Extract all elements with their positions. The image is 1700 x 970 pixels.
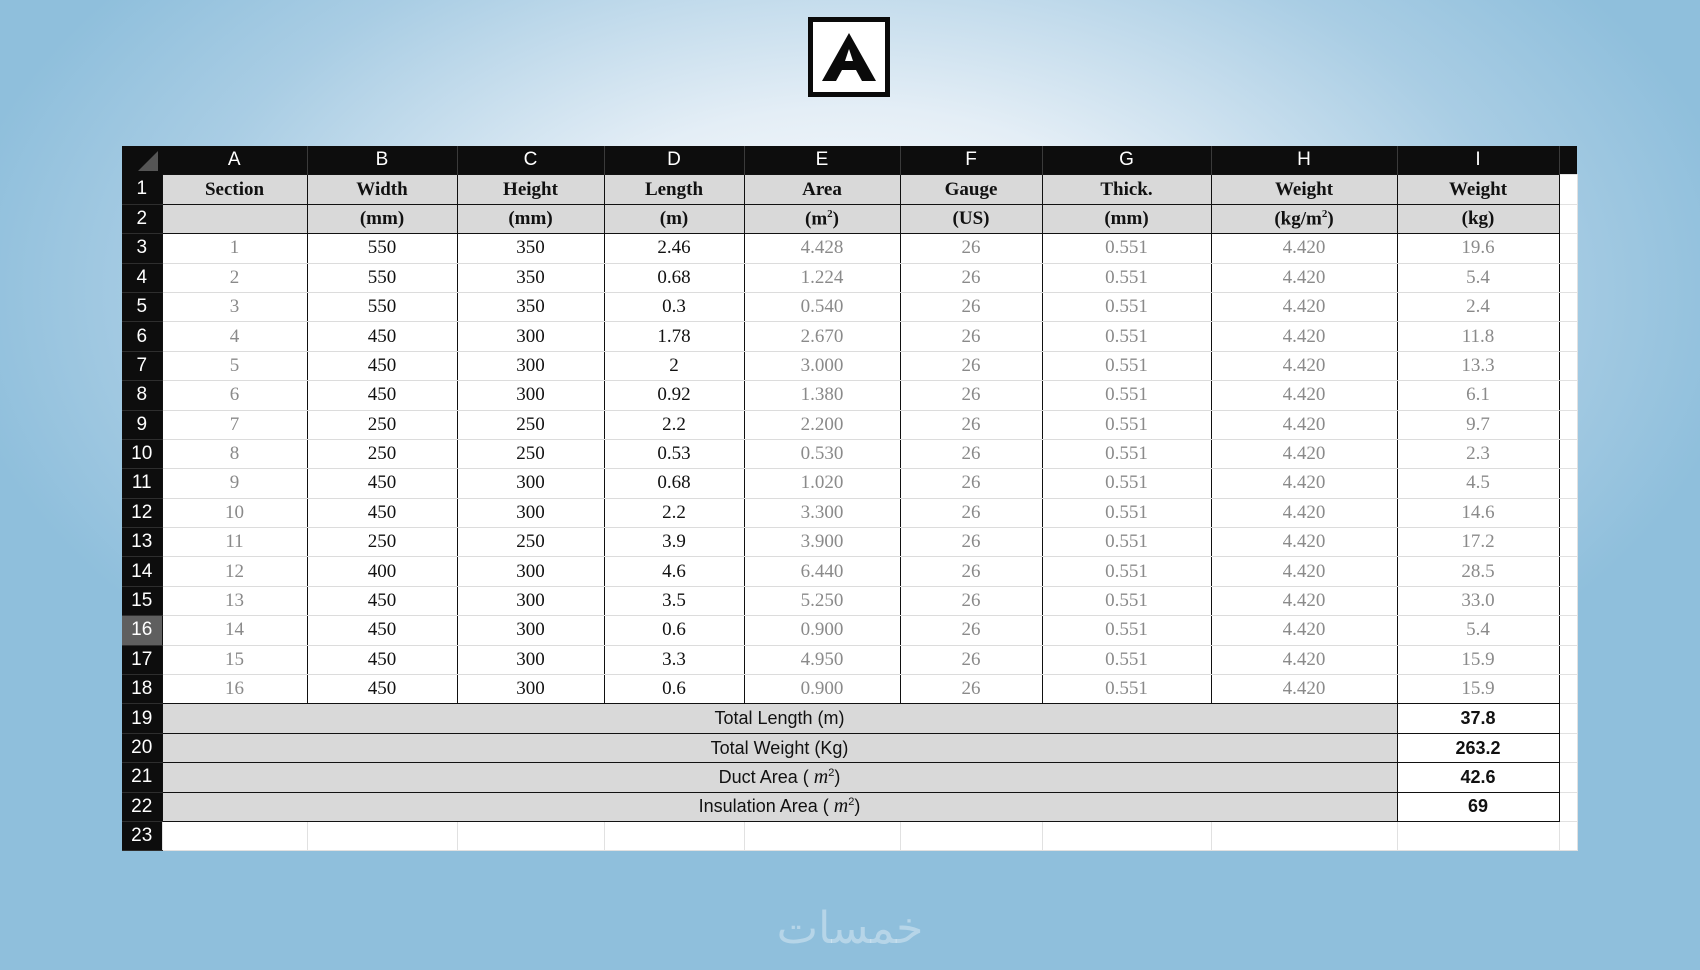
cell-area[interactable]: 6.440 <box>744 557 900 586</box>
cell-thick[interactable]: 0.551 <box>1042 645 1211 674</box>
filler-cell <box>1559 381 1577 410</box>
cell-section[interactable]: 7 <box>162 410 307 439</box>
row-number-16[interactable]: 16 <box>122 616 162 645</box>
logo-badge <box>808 17 890 97</box>
cell-weight[interactable]: 28.5 <box>1397 557 1559 586</box>
cell-section[interactable]: 15 <box>162 645 307 674</box>
cell-weight-per-area[interactable]: 4.420 <box>1211 439 1397 468</box>
cell-length[interactable]: 2 <box>604 351 744 380</box>
cell-length[interactable]: 2.2 <box>604 498 744 527</box>
cell-height[interactable]: 250 <box>457 439 604 468</box>
cell-height[interactable]: 300 <box>457 469 604 498</box>
cell-weight-per-area[interactable]: 4.420 <box>1211 381 1397 410</box>
filler-cell <box>1559 469 1577 498</box>
cell-gauge[interactable]: 26 <box>900 292 1042 321</box>
filler-cell <box>1559 410 1577 439</box>
table-row <box>122 439 1577 468</box>
cell-area[interactable]: 2.200 <box>744 410 900 439</box>
filler-cell <box>1559 498 1577 527</box>
select-all-triangle-icon <box>138 151 158 171</box>
cell-length[interactable]: 4.6 <box>604 557 744 586</box>
table-row <box>122 616 1577 645</box>
cell-area[interactable]: 1.020 <box>744 469 900 498</box>
filler-cell <box>1559 234 1577 263</box>
total-weight-label[interactable]: Total Weight (Kg) <box>162 733 1397 762</box>
unit-weight-prefix: (kg/m <box>1274 208 1322 230</box>
cell-section[interactable]: 6 <box>162 381 307 410</box>
duct-area-unit: m <box>813 765 829 788</box>
unit-cell-gauge[interactable]: (US) <box>900 204 1042 233</box>
row-number-11[interactable]: 11 <box>122 469 162 498</box>
cell-height[interactable]: 300 <box>457 616 604 645</box>
cell-thick[interactable]: 0.551 <box>1042 322 1211 351</box>
cell-height[interactable]: 250 <box>457 528 604 557</box>
cell-height[interactable]: 300 <box>457 675 604 704</box>
row-number-1[interactable]: 1 <box>122 175 162 204</box>
cell-width[interactable]: 550 <box>307 292 457 321</box>
filler-cell <box>1559 263 1577 292</box>
cell-area[interactable]: 1.380 <box>744 381 900 410</box>
empty-cell[interactable] <box>1397 821 1559 850</box>
cell-length[interactable]: 2.46 <box>604 234 744 263</box>
table-row <box>122 381 1577 410</box>
cell-area[interactable]: 0.540 <box>744 292 900 321</box>
total-length-label[interactable]: Total Length (m) <box>162 704 1397 733</box>
unit-area-superscript: 2 <box>827 207 833 220</box>
cell-gauge[interactable]: 26 <box>900 675 1042 704</box>
cell-weight[interactable]: 5.4 <box>1397 616 1559 645</box>
column-header-d[interactable]: D <box>604 146 744 175</box>
row-number-8[interactable]: 8 <box>122 381 162 410</box>
cell-thick[interactable]: 0.551 <box>1042 234 1211 263</box>
column-header-e[interactable]: E <box>744 146 900 175</box>
cell-weight-per-area[interactable]: 4.420 <box>1211 645 1397 674</box>
cell-thick[interactable]: 0.551 <box>1042 469 1211 498</box>
unit-area-prefix: (m <box>805 208 828 230</box>
cell-width[interactable]: 450 <box>307 645 457 674</box>
cell-weight-per-area[interactable]: 4.420 <box>1211 292 1397 321</box>
column-header-g[interactable]: G <box>1042 146 1211 175</box>
cell-weight-per-area[interactable]: 4.420 <box>1211 263 1397 292</box>
cell-weight-per-area[interactable]: 4.420 <box>1211 410 1397 439</box>
cell-thick[interactable]: 0.551 <box>1042 528 1211 557</box>
cell-weight-per-area[interactable]: 4.420 <box>1211 351 1397 380</box>
table-row <box>122 292 1577 321</box>
cell-thick[interactable]: 0.551 <box>1042 616 1211 645</box>
cell-height[interactable]: 300 <box>457 557 604 586</box>
cell-length[interactable]: 0.92 <box>604 381 744 410</box>
cell-thick[interactable]: 0.551 <box>1042 498 1211 527</box>
row-number-13[interactable]: 13 <box>122 528 162 557</box>
row-number-23[interactable]: 23 <box>122 821 162 850</box>
empty-cell[interactable] <box>307 821 457 850</box>
header-cell-gauge[interactable]: Gauge <box>900 175 1042 204</box>
header-cell-weight-per-area[interactable]: Weight <box>1211 175 1397 204</box>
cell-width[interactable]: 250 <box>307 410 457 439</box>
column-header-b[interactable]: B <box>307 146 457 175</box>
cell-gauge[interactable]: 26 <box>900 263 1042 292</box>
filler-cell <box>1559 292 1577 321</box>
insulation-area-row <box>122 792 1577 821</box>
cell-length[interactable]: 0.6 <box>604 616 744 645</box>
cell-section[interactable]: 9 <box>162 469 307 498</box>
duct-area-row <box>122 763 1577 792</box>
filler-cell <box>1559 439 1577 468</box>
cell-section[interactable]: 8 <box>162 439 307 468</box>
filler-cell <box>1559 557 1577 586</box>
cell-gauge[interactable]: 26 <box>900 351 1042 380</box>
row-number-15[interactable]: 15 <box>122 586 162 615</box>
cell-section[interactable]: 12 <box>162 557 307 586</box>
duct-area-value[interactable]: 42.6 <box>1397 763 1559 792</box>
insulation-area-superscript: 2 <box>848 796 855 809</box>
header-cell-thick[interactable]: Thick. <box>1042 175 1211 204</box>
cell-weight-per-area[interactable]: 4.420 <box>1211 616 1397 645</box>
table-row <box>122 645 1577 674</box>
table-row <box>122 263 1577 292</box>
row-number-10[interactable]: 10 <box>122 439 162 468</box>
cell-thick[interactable]: 0.551 <box>1042 439 1211 468</box>
row-number-18[interactable]: 18 <box>122 675 162 704</box>
cell-gauge[interactable]: 26 <box>900 469 1042 498</box>
cell-gauge[interactable]: 26 <box>900 557 1042 586</box>
cell-area[interactable]: 2.670 <box>744 322 900 351</box>
empty-cell[interactable] <box>604 821 744 850</box>
duct-area-close: ) <box>834 766 841 787</box>
cell-weight[interactable]: 13.3 <box>1397 351 1559 380</box>
cell-gauge[interactable]: 26 <box>900 645 1042 674</box>
row-number-22[interactable]: 22 <box>122 792 162 821</box>
cell-gauge[interactable]: 26 <box>900 410 1042 439</box>
table-row <box>122 469 1577 498</box>
unit-weight-suffix: ) <box>1327 208 1334 230</box>
filler-cell <box>1559 528 1577 557</box>
empty-cell[interactable] <box>457 821 604 850</box>
unit-cell-area[interactable] <box>744 204 900 233</box>
column-header-c[interactable]: C <box>457 146 604 175</box>
empty-cell[interactable] <box>744 821 900 850</box>
column-header-h[interactable]: H <box>1211 146 1397 175</box>
cell-gauge[interactable]: 26 <box>900 616 1042 645</box>
cell-weight[interactable]: 17.2 <box>1397 528 1559 557</box>
row-number-14[interactable]: 14 <box>122 557 162 586</box>
cell-area[interactable]: 0.900 <box>744 616 900 645</box>
cell-width[interactable]: 550 <box>307 263 457 292</box>
cell-area[interactable]: 0.530 <box>744 439 900 468</box>
cell-weight-per-area[interactable]: 4.420 <box>1211 557 1397 586</box>
cell-length[interactable]: 0.53 <box>604 439 744 468</box>
cell-gauge[interactable]: 26 <box>900 498 1042 527</box>
table-row <box>122 557 1577 586</box>
cell-width[interactable]: 250 <box>307 439 457 468</box>
cell-area[interactable]: 3.300 <box>744 498 900 527</box>
duct-area-label-cell[interactable] <box>162 763 1397 792</box>
cell-width[interactable]: 450 <box>307 381 457 410</box>
cell-length[interactable]: 3.3 <box>604 645 744 674</box>
cell-weight[interactable]: 14.6 <box>1397 498 1559 527</box>
filler-cell <box>1559 704 1577 733</box>
cell-thick[interactable]: 0.551 <box>1042 675 1211 704</box>
cell-height[interactable]: 300 <box>457 351 604 380</box>
row-number-7[interactable]: 7 <box>122 351 162 380</box>
row-number-4[interactable]: 4 <box>122 263 162 292</box>
cell-width[interactable]: 550 <box>307 234 457 263</box>
header-row-2 <box>122 204 1577 233</box>
row-number-2[interactable]: 2 <box>122 204 162 233</box>
cell-gauge[interactable]: 26 <box>900 439 1042 468</box>
table-row <box>122 234 1577 263</box>
empty-cell[interactable] <box>1042 821 1211 850</box>
unit-cell-length[interactable]: (m) <box>604 204 744 233</box>
cell-length[interactable]: 0.68 <box>604 263 744 292</box>
cell-section[interactable]: 13 <box>162 586 307 615</box>
cell-length[interactable]: 3.5 <box>604 586 744 615</box>
spreadsheet <box>122 146 1577 847</box>
filler-cell <box>1559 616 1577 645</box>
empty-cell[interactable] <box>1211 821 1397 850</box>
header-row-1 <box>122 175 1577 204</box>
unit-weight-superscript: 2 <box>1321 207 1328 220</box>
cell-gauge[interactable]: 26 <box>900 586 1042 615</box>
cell-width[interactable]: 450 <box>307 351 457 380</box>
cell-weight[interactable]: 33.0 <box>1397 586 1559 615</box>
insulation-area-label: Insulation Area ( <box>698 796 829 817</box>
total-length-value[interactable]: 37.8 <box>1397 704 1559 733</box>
cell-thick[interactable]: 0.551 <box>1042 410 1211 439</box>
cell-width[interactable]: 450 <box>307 586 457 615</box>
cell-width[interactable]: 450 <box>307 498 457 527</box>
cell-gauge[interactable]: 26 <box>900 381 1042 410</box>
cell-height[interactable]: 350 <box>457 234 604 263</box>
cell-gauge[interactable]: 26 <box>900 528 1042 557</box>
insulation-area-unit: m <box>833 795 849 818</box>
cell-weight[interactable]: 6.1 <box>1397 381 1559 410</box>
cell-length[interactable]: 0.68 <box>604 469 744 498</box>
cell-width[interactable]: 450 <box>307 616 457 645</box>
empty-cell[interactable] <box>162 821 307 850</box>
cell-height[interactable]: 300 <box>457 381 604 410</box>
table-row <box>122 675 1577 704</box>
cell-weight[interactable]: 9.7 <box>1397 410 1559 439</box>
unit-cell-section[interactable] <box>162 204 307 233</box>
total-length-row <box>122 704 1577 733</box>
cell-width[interactable]: 250 <box>307 528 457 557</box>
filler-cell <box>1559 204 1577 233</box>
row-number-3[interactable]: 3 <box>122 234 162 263</box>
insulation-area-close: ) <box>854 796 861 817</box>
cell-weight-per-area[interactable]: 4.420 <box>1211 498 1397 527</box>
unit-cell-width[interactable]: (mm) <box>307 204 457 233</box>
total-weight-row <box>122 733 1577 762</box>
cell-weight[interactable]: 4.5 <box>1397 469 1559 498</box>
unit-cell-thick[interactable]: (mm) <box>1042 204 1211 233</box>
cell-thick[interactable]: 0.551 <box>1042 381 1211 410</box>
cell-section[interactable]: 3 <box>162 292 307 321</box>
cell-height[interactable]: 250 <box>457 410 604 439</box>
header-cell-height[interactable]: Height <box>457 175 604 204</box>
cell-thick[interactable]: 0.551 <box>1042 263 1211 292</box>
filler-cell <box>1559 322 1577 351</box>
table-row <box>122 410 1577 439</box>
table-row <box>122 528 1577 557</box>
row-number-17[interactable]: 17 <box>122 645 162 674</box>
filler-cell <box>1559 763 1577 792</box>
cell-weight-per-area[interactable]: 4.420 <box>1211 675 1397 704</box>
row-number-21[interactable]: 21 <box>122 763 162 792</box>
filler-cell <box>1559 821 1577 850</box>
cell-area[interactable]: 1.224 <box>744 263 900 292</box>
cell-section[interactable]: 1 <box>162 234 307 263</box>
row-number-19[interactable]: 19 <box>122 704 162 733</box>
cell-section[interactable]: 4 <box>162 322 307 351</box>
cell-weight[interactable]: 11.8 <box>1397 322 1559 351</box>
cell-section[interactable]: 16 <box>162 675 307 704</box>
cell-weight-per-area[interactable]: 4.420 <box>1211 469 1397 498</box>
header-cell-weight[interactable]: Weight <box>1397 175 1559 204</box>
unit-cell-weight-per-area[interactable] <box>1211 204 1397 233</box>
duct-area-superscript: 2 <box>828 766 835 779</box>
cell-area[interactable]: 3.900 <box>744 528 900 557</box>
cell-height[interactable]: 350 <box>457 292 604 321</box>
cell-weight-per-area[interactable]: 4.420 <box>1211 322 1397 351</box>
cell-thick[interactable]: 0.551 <box>1042 351 1211 380</box>
column-header-a[interactable]: A <box>162 146 307 175</box>
cell-height[interactable]: 300 <box>457 586 604 615</box>
cell-section[interactable]: 14 <box>162 616 307 645</box>
cell-section[interactable]: 10 <box>162 498 307 527</box>
column-header-i[interactable]: I <box>1397 146 1559 175</box>
cell-weight[interactable]: 15.9 <box>1397 675 1559 704</box>
unit-cell-height[interactable]: (mm) <box>457 204 604 233</box>
cell-length[interactable]: 1.78 <box>604 322 744 351</box>
row-number-20[interactable]: 20 <box>122 733 162 762</box>
cell-width[interactable]: 450 <box>307 469 457 498</box>
letter-a-logo-icon <box>818 29 880 85</box>
cell-gauge[interactable]: 26 <box>900 234 1042 263</box>
filler-cell <box>1559 175 1577 204</box>
empty-cell[interactable] <box>900 821 1042 850</box>
cell-weight-per-area[interactable]: 4.420 <box>1211 586 1397 615</box>
filler-cell <box>1559 351 1577 380</box>
empty-row <box>122 821 1577 850</box>
cell-weight[interactable]: 2.3 <box>1397 439 1559 468</box>
cell-area[interactable]: 0.900 <box>744 675 900 704</box>
cell-thick[interactable]: 0.551 <box>1042 557 1211 586</box>
table-row <box>122 498 1577 527</box>
cell-area[interactable]: 4.950 <box>744 645 900 674</box>
watermark: خمسات <box>776 903 924 954</box>
total-weight-value[interactable]: 263.2 <box>1397 733 1559 762</box>
cell-length[interactable]: 2.2 <box>604 410 744 439</box>
cell-weight[interactable]: 19.6 <box>1397 234 1559 263</box>
filler-cell <box>1559 733 1577 762</box>
unit-cell-weight[interactable]: (kg) <box>1397 204 1559 233</box>
filler-cell <box>1559 586 1577 615</box>
column-header-row <box>122 146 1577 175</box>
row-number-9[interactable]: 9 <box>122 410 162 439</box>
cell-height[interactable]: 300 <box>457 322 604 351</box>
cell-weight[interactable]: 2.4 <box>1397 292 1559 321</box>
row-number-5[interactable]: 5 <box>122 292 162 321</box>
cell-width[interactable]: 400 <box>307 557 457 586</box>
filler-cell <box>1559 675 1577 704</box>
header-cell-length[interactable]: Length <box>604 175 744 204</box>
cell-section[interactable]: 5 <box>162 351 307 380</box>
insulation-area-label-cell[interactable] <box>162 792 1397 821</box>
insulation-area-value[interactable]: 69 <box>1397 792 1559 821</box>
cell-length[interactable]: 0.3 <box>604 292 744 321</box>
header-cell-section[interactable]: Section <box>162 175 307 204</box>
row-number-12[interactable]: 12 <box>122 498 162 527</box>
cell-weight[interactable]: 15.9 <box>1397 645 1559 674</box>
column-header-filler <box>1559 146 1577 175</box>
cell-length[interactable]: 3.9 <box>604 528 744 557</box>
cell-width[interactable]: 450 <box>307 675 457 704</box>
cell-width[interactable]: 450 <box>307 322 457 351</box>
cell-section[interactable]: 2 <box>162 263 307 292</box>
table-row <box>122 322 1577 351</box>
cell-weight-per-area[interactable]: 4.420 <box>1211 528 1397 557</box>
cell-area[interactable]: 4.428 <box>744 234 900 263</box>
header-cell-area[interactable]: Area <box>744 175 900 204</box>
cell-gauge[interactable]: 26 <box>900 322 1042 351</box>
cell-height[interactable]: 300 <box>457 645 604 674</box>
cell-area[interactable]: 5.250 <box>744 586 900 615</box>
cell-section[interactable]: 11 <box>162 528 307 557</box>
filler-cell <box>1559 645 1577 674</box>
cell-thick[interactable]: 0.551 <box>1042 586 1211 615</box>
select-all-corner[interactable] <box>122 146 162 175</box>
unit-area-suffix: ) <box>832 208 839 230</box>
spreadsheet-grid <box>122 146 1578 851</box>
table-row <box>122 586 1577 615</box>
duct-area-label: Duct Area ( <box>718 766 809 787</box>
cell-height[interactable]: 300 <box>457 498 604 527</box>
cell-thick[interactable]: 0.551 <box>1042 292 1211 321</box>
table-row <box>122 351 1577 380</box>
header-cell-width[interactable]: Width <box>307 175 457 204</box>
cell-weight[interactable]: 5.4 <box>1397 263 1559 292</box>
filler-cell <box>1559 792 1577 821</box>
cell-height[interactable]: 350 <box>457 263 604 292</box>
cell-length[interactable]: 0.6 <box>604 675 744 704</box>
column-header-f[interactable]: F <box>900 146 1042 175</box>
cell-weight-per-area[interactable]: 4.420 <box>1211 234 1397 263</box>
row-number-6[interactable]: 6 <box>122 322 162 351</box>
cell-area[interactable]: 3.000 <box>744 351 900 380</box>
